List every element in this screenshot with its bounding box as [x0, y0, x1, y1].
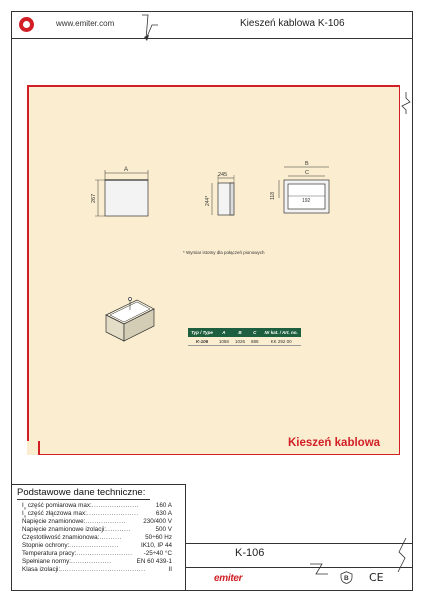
spec-label: Spełniane normy:	[22, 558, 72, 565]
spec-dots: ..................	[85, 518, 126, 525]
spec-value: EN 60 439-1	[136, 558, 172, 565]
top-inner-value: 192	[302, 198, 311, 204]
break-line-icon	[140, 13, 160, 43]
table-cell: 1026	[232, 337, 248, 346]
spec-row	[22, 518, 172, 525]
b-certification-letter: B	[344, 575, 349, 582]
product-code: K-106	[235, 547, 265, 559]
specs-title: Podstawowe dane techniczne:	[17, 487, 146, 498]
table-cell: KK 292 00	[261, 337, 300, 346]
side-break-line-icon	[400, 92, 412, 114]
spec-label: Napięcie znamionowe:	[22, 518, 86, 525]
spec-row	[22, 502, 172, 510]
spec-row	[22, 566, 172, 573]
technical-drawing	[27, 85, 400, 455]
spec-label: $I_n$ część złączowa max:	[22, 510, 87, 519]
dimensions-table	[188, 328, 301, 346]
table-cell: K-106	[188, 337, 216, 346]
spec-dots: .....................	[91, 502, 140, 509]
spec-label: Stopnie ochrony:	[22, 542, 70, 549]
top-outer-label: B	[305, 161, 309, 167]
spec-value: 230/400 V	[143, 518, 172, 525]
spec-dots: ..........	[99, 534, 122, 541]
spec-row	[22, 534, 172, 541]
table-header: C	[248, 328, 262, 337]
top-view	[279, 167, 329, 213]
brand-logo: emiter	[214, 573, 243, 584]
front-width-label: A	[124, 167, 129, 173]
spec-row	[22, 526, 172, 533]
spec-row	[22, 510, 172, 518]
spec-dots: ..................	[71, 558, 112, 565]
table-row	[188, 337, 301, 346]
footer-break-line-icon	[396, 538, 410, 572]
spec-label: Częstotliwość znamionowa:	[22, 534, 100, 541]
side-height-label: 244*	[205, 195, 211, 206]
table-header: B	[232, 328, 248, 337]
table-header-row	[188, 328, 301, 337]
front-view	[95, 170, 148, 216]
website-link[interactable]: www.emiter.com	[56, 19, 115, 28]
spec-dots: ...........	[106, 526, 131, 533]
spec-value: 630 A	[155, 510, 172, 517]
ce-mark-icon: CE	[369, 571, 384, 584]
spec-value: 160 A	[155, 502, 172, 509]
emiter-logo-icon	[19, 17, 34, 32]
spec-label: Napięcie znamionowe izolacji:	[22, 526, 106, 533]
spec-label: Temperatura pracy:	[22, 550, 77, 557]
spec-value: 500 V	[155, 526, 172, 533]
table-header: Typ / Type	[188, 328, 216, 337]
spec-dots: ......................................	[60, 566, 146, 573]
page-title: Kieszeń kablowa K-106	[240, 18, 345, 29]
spec-dots: .......................	[86, 510, 139, 517]
footer-zig-icon	[310, 562, 330, 576]
spec-label: Klasa izolacji:	[22, 566, 61, 573]
side-view	[212, 175, 234, 215]
table-header: A	[216, 328, 232, 337]
code-box	[186, 543, 413, 568]
spec-dots: ......................	[69, 542, 119, 549]
front-height-label: 267	[91, 193, 97, 203]
table-cell: 888	[248, 337, 262, 346]
spec-value: 50÷60 Hz	[145, 534, 172, 541]
spec-dots: .........................	[76, 550, 133, 557]
spec-value: II	[168, 566, 172, 573]
spec-row	[22, 542, 172, 549]
table-cell: 1058	[216, 337, 232, 346]
spec-row	[22, 550, 172, 557]
isometric-view	[106, 298, 154, 342]
spec-value: IK10, IP 44	[140, 542, 172, 549]
spec-row	[22, 558, 172, 565]
top-height-label: 118	[270, 192, 276, 200]
top-inner-label: C	[305, 170, 309, 176]
specs-title-underline	[17, 499, 150, 500]
spec-value: -25÷40 °C	[143, 550, 172, 557]
side-width-label: 245	[218, 172, 228, 178]
table-header: Nr kat. / Art. no.	[261, 328, 300, 337]
product-name: Kieszeń kablowa	[288, 437, 381, 449]
b-certification-icon	[340, 571, 353, 584]
footnote: * Wymiar istotny dla połączeń pionowych	[183, 250, 265, 255]
spec-label: $I_n$ część pomiarowa max:	[22, 502, 92, 511]
